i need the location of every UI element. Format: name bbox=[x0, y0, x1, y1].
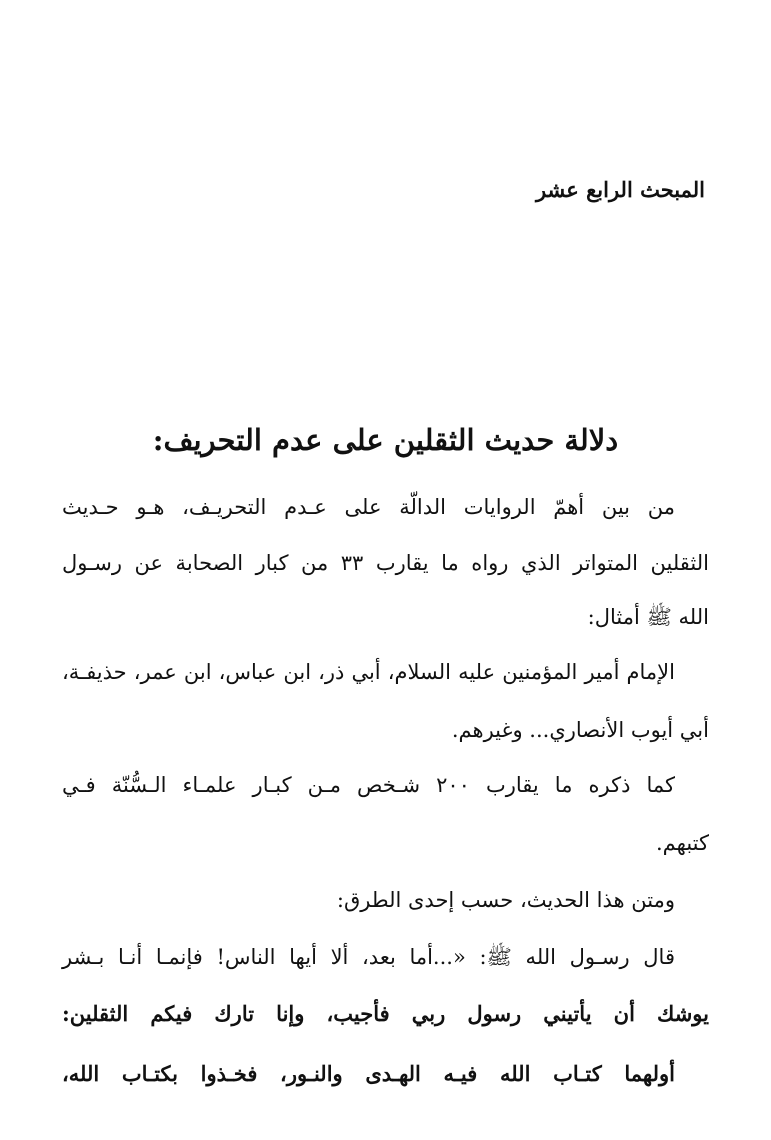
paragraph-line: الله ﷺ أمثال: bbox=[587, 605, 709, 629]
paragraph-line: ومتن هذا الحديث، حسب إحدى الطرق: bbox=[336, 888, 675, 912]
paragraph-line: الثقلين المتواتر الذي رواه ما يقارب ٣٣ من كبار الصحابة عن رسـول bbox=[62, 551, 709, 575]
hadith-line: قال رسـول الله ﷺ: «...أما بعد، ألا أيها الناس! فإنمـا أنـا بـشر bbox=[62, 945, 675, 969]
paragraph-line: كما ذكره ما يقارب ٢٠٠ شـخص مـن كبـار علمـاء الـسُّنّة فـي bbox=[62, 773, 675, 797]
paragraph-line: أبي أيوب الأنصاري... وغيرهم. bbox=[451, 718, 709, 742]
paragraph-line: الإمام أمير المؤمنين عليه السلام، أبي ذر، ابن عباس، ابن عمر، حذيفـة، bbox=[62, 660, 675, 684]
hadith-line: أولهما كتـاب الله فيـه الهـدى والنـور، فخـذوا بكتـاب الله، bbox=[62, 1061, 675, 1086]
section-heading: دلالة حديث الثقلين على عدم التحريف: bbox=[152, 423, 619, 457]
hadith-line: يوشك أن يأتيني رسول ربي فأجيب، وإنا تارك فيكم الثقلين: bbox=[62, 1001, 709, 1026]
paragraph-line: كتبهم. bbox=[655, 831, 709, 855]
paragraph-line: من بين أهمّ الروايات الدالّة على عـدم التحريـف، هـو حـديث bbox=[62, 495, 675, 519]
chapter-title: المبحث الرابع عشر bbox=[535, 177, 705, 202]
